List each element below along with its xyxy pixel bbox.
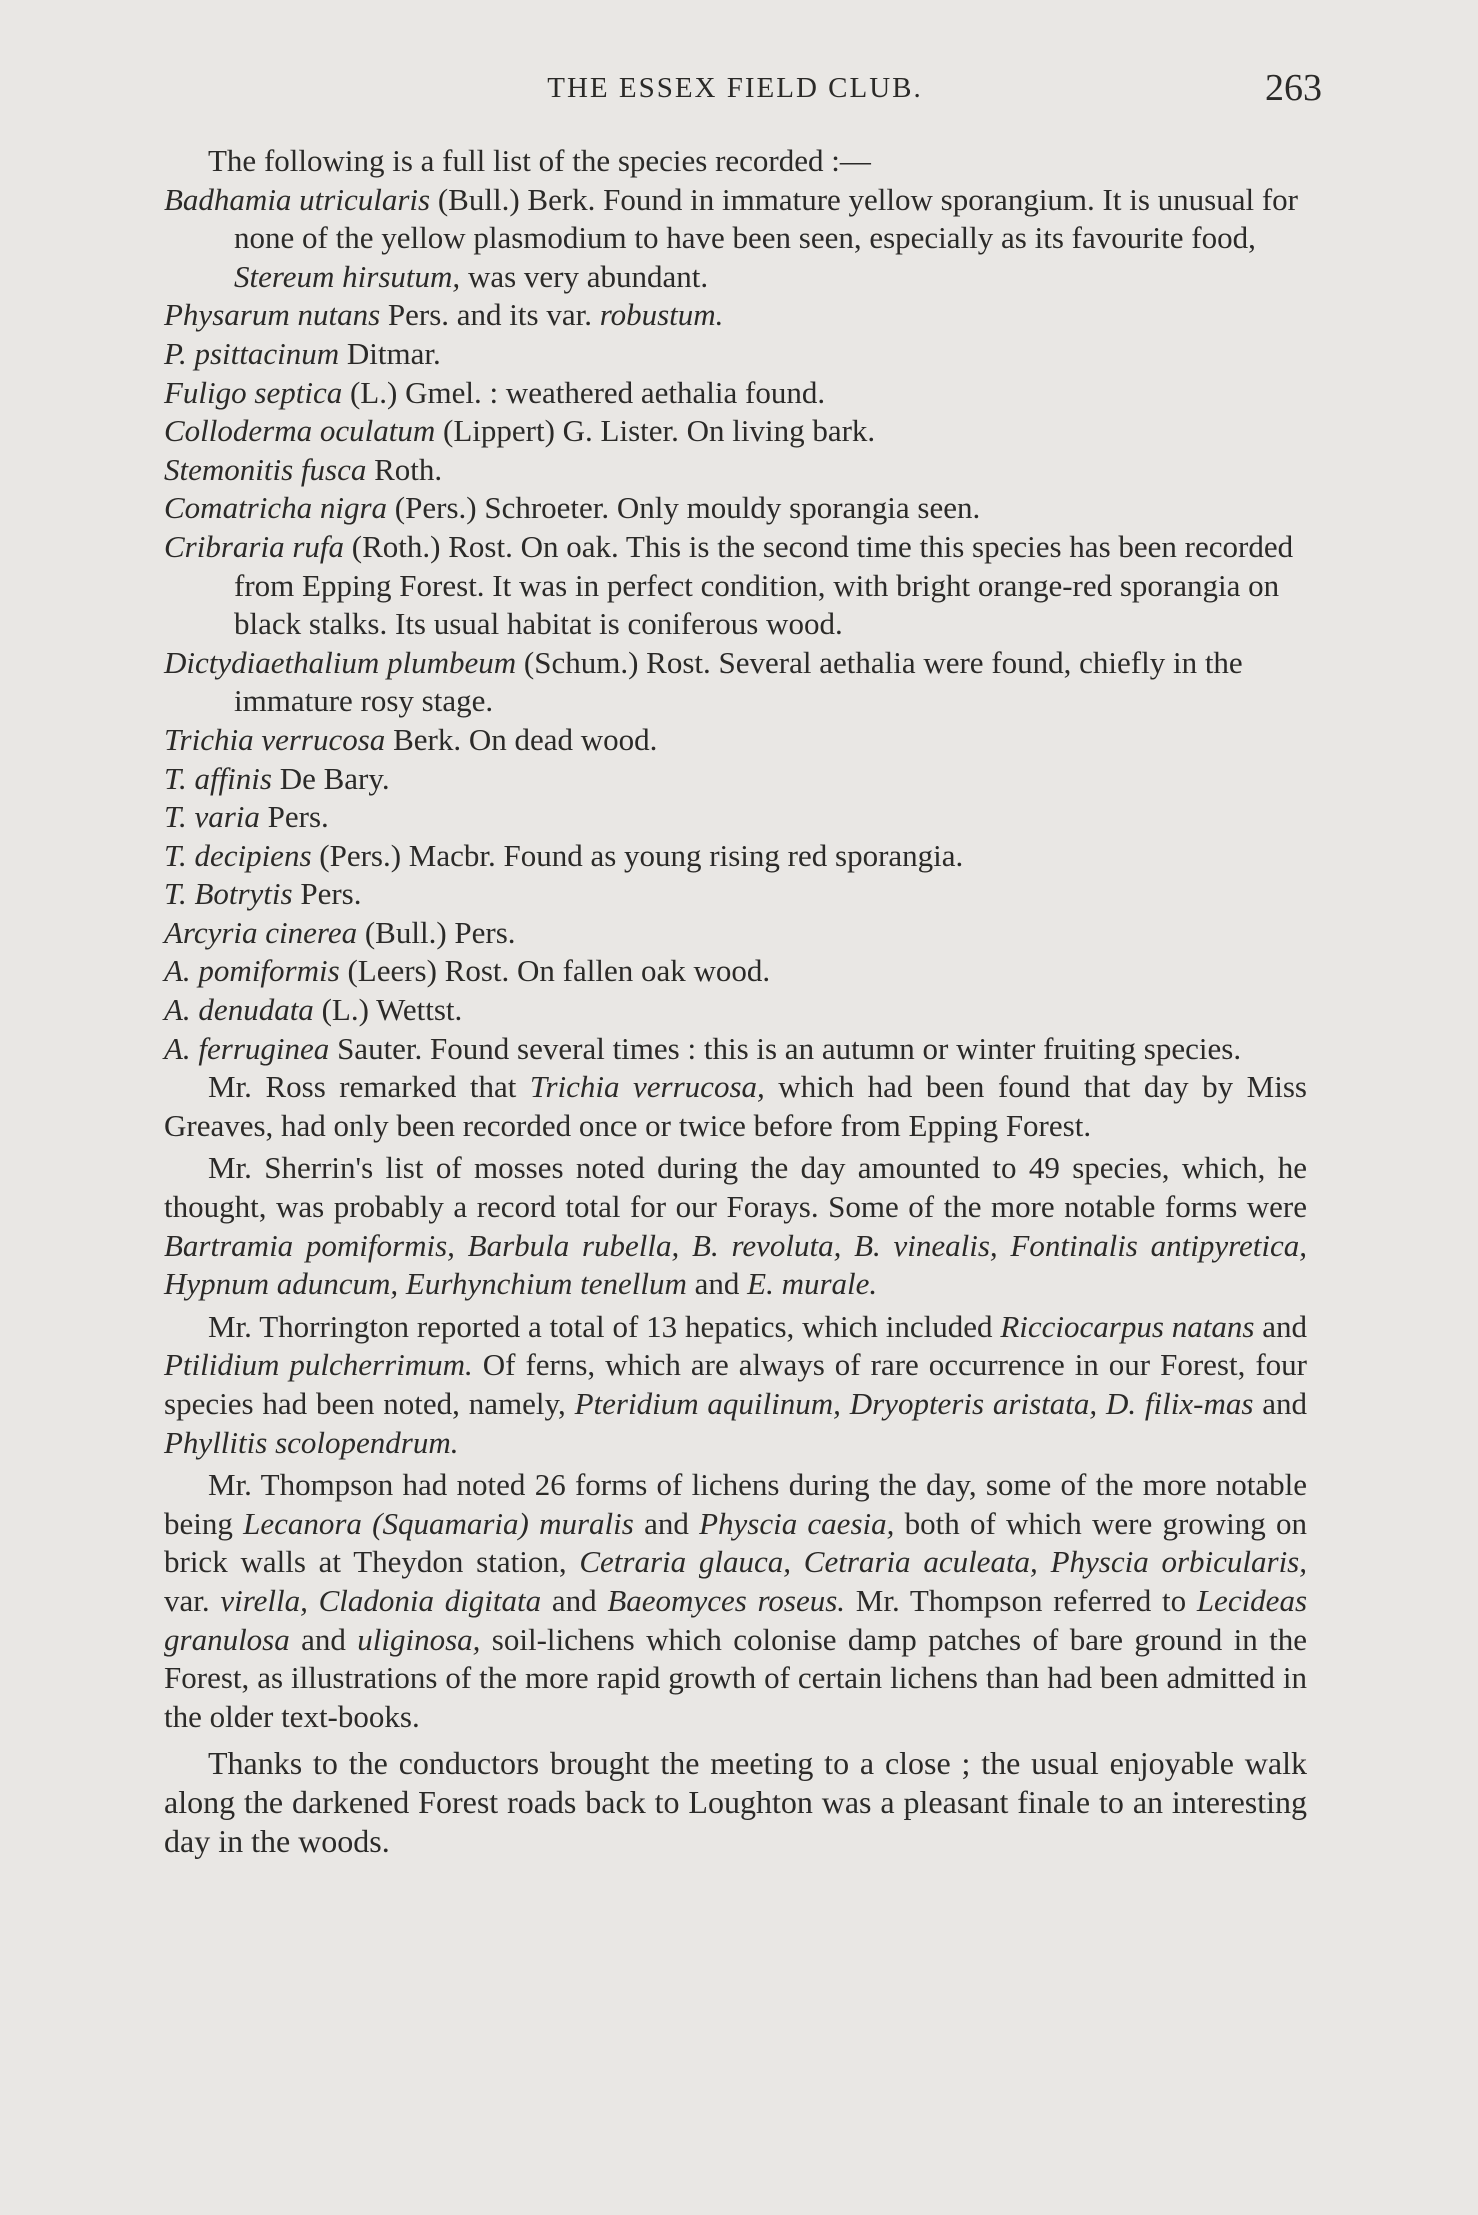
text-run: which had been found that day by Miss Greaves, had only been recorded once or twice before from Epping Forest. <box>164 1069 1307 1143</box>
species-entry <box>164 952 1307 991</box>
paragraph-thorrington <box>164 1308 1307 1462</box>
species-name: T. varia <box>164 799 260 835</box>
paragraph-sherrin <box>164 1149 1307 1303</box>
species-name: uliginosa, <box>357 1621 481 1657</box>
running-title: THE ESSEX FIELD CLUB. <box>547 72 923 104</box>
page-body <box>164 142 1307 1860</box>
species-name: A. ferruginea <box>164 1030 330 1066</box>
species-note: (Pers.) Macbr. Found as young rising red sporangia. <box>311 837 964 873</box>
species-note-secondary: was very abundant. <box>460 258 709 294</box>
species-note: Pers. <box>292 876 362 912</box>
species-name: Colloderma oculatum <box>164 413 436 449</box>
text-run: Of ferns, which are always of rare occurrence in our Forest, four species had been noted, namely, <box>164 1347 1307 1421</box>
species-name: Baeomyces roseus. <box>607 1582 846 1618</box>
species-names: Cetraria glauca, Cetraria aculeata, Physcia orbicularis, <box>579 1544 1307 1580</box>
text-run: Mr. Sherrin's list of mosses noted during the day amounted to 49 species, which, he thought, was probably a record total for our Forays. Some of the more notable forms were <box>164 1150 1307 1225</box>
species-name: Physarum nutans <box>164 297 381 333</box>
species-entry <box>164 837 1307 876</box>
text-run: and <box>541 1582 608 1618</box>
species-name: Lecanora (Squamaria) muralis <box>243 1505 634 1541</box>
species-name: A. pomiformis <box>164 953 340 989</box>
species-note: Pers. <box>259 799 329 835</box>
species-entry <box>164 760 1307 799</box>
species-entry <box>164 451 1307 490</box>
species-note: (Bull.) Berk. Found in immature yellow sporangium. It is unusual for none of the yellow plasmodium to have been seen, especially as its favourite food, <box>234 181 1298 256</box>
page-header <box>160 62 1322 122</box>
species-note: Sauter. Found several times : this is an autumn or winter fruiting species. <box>329 1030 1242 1066</box>
species-name: Stemonitis fusca <box>164 451 367 487</box>
text-run: Mr. Ross remarked that <box>208 1069 530 1105</box>
species-entry <box>164 644 1307 721</box>
text-run: and <box>686 1266 748 1302</box>
species-note: Berk. On dead wood. <box>385 721 658 757</box>
species-entry <box>164 914 1307 953</box>
species-names: Bartramia pomiformis, Barbula rubella, B. revoluta, B. vinealis, Fontinalis antipyretica, Hypnum aduncum, Eurhynchium tenellum <box>164 1227 1307 1302</box>
species-name: T. decipiens <box>164 837 312 873</box>
paragraph-thompson <box>164 1466 1307 1736</box>
species-note: (L.) Wettst. <box>313 992 463 1028</box>
species-name: E. murale. <box>747 1266 878 1302</box>
species-entry <box>164 991 1307 1030</box>
page-number: 263 <box>1265 67 1322 109</box>
species-list <box>164 181 1307 1069</box>
text-run: Mr. Thorrington reported a total of 13 hepatics, which included <box>208 1308 1001 1344</box>
species-name: A. denudata <box>164 992 314 1028</box>
species-name-secondary: robustum. <box>599 297 724 333</box>
species-name: Ricciocarpus natans <box>1000 1308 1255 1344</box>
species-entry <box>164 528 1307 644</box>
species-note: Pers. and its var. <box>380 297 600 333</box>
text-run: Mr. Thompson had noted 26 forms of lichens during the day, some of the more notable being <box>164 1467 1307 1541</box>
text-run: and <box>633 1505 700 1541</box>
species-entry <box>164 181 1307 297</box>
species-entry <box>164 374 1307 413</box>
species-name: Cribraria rufa <box>164 528 345 564</box>
text-run: var. <box>164 1582 221 1618</box>
species-entry <box>164 1030 1307 1069</box>
species-name: Physcia caesia, <box>699 1505 895 1541</box>
species-entry <box>164 721 1307 760</box>
species-name: Badhamia utricularis <box>164 181 431 217</box>
species-entry <box>164 335 1307 374</box>
species-note: (Pers.) Schroeter. Only mouldy sporangia seen. <box>387 490 981 526</box>
species-name: Fuligo septica <box>164 374 343 410</box>
species-entry <box>164 798 1307 837</box>
species-note: (Schum.) Rost. Several aethalia were found, chiefly in the immature rosy stage. <box>234 644 1243 719</box>
species-note: (L.) Gmel. : weathered aethalia found. <box>342 374 826 410</box>
species-name: Arcyria cinerea <box>164 914 358 950</box>
text-run: and <box>1253 1386 1308 1421</box>
species-note: (Lippert) G. Lister. On living bark. <box>435 413 876 449</box>
species-entry <box>164 875 1307 914</box>
intro-line: The following is a full list of the species recorded :— <box>208 143 871 178</box>
text-run: both of which were growing on brick walls at Theydon station, <box>164 1505 1307 1580</box>
species-name: Lecideas granulosa <box>164 1582 1308 1657</box>
species-name: T. affinis <box>164 760 272 796</box>
paragraph-thanks: Thanks to the conductors brought the meeting to a close ; the usual enjoyable walk along the darkened Forest roads back to Loughton was a pleasant finale to an interesting day in the woods. <box>164 1745 1307 1859</box>
paragraph-ross <box>164 1068 1307 1145</box>
species-name: Trichia verrucosa, <box>529 1069 765 1105</box>
species-note: (Roth.) Rost. On oak. This is the second time this species has been recorded from Epping Forest. It was in perfect condition, with bright orange-red sporangia on black stalks. Its usual habitat is coniferous wood. <box>234 528 1294 642</box>
species-name: Ptilidium pulcherrimum. <box>164 1347 473 1383</box>
species-note: (Bull.) Pers. <box>357 914 516 950</box>
text-run: and <box>289 1621 358 1657</box>
species-entry <box>164 296 1307 335</box>
species-name: Comatricha nigra <box>164 490 388 526</box>
species-note: Roth. <box>366 451 443 487</box>
species-names: virella, Cladonia digitata <box>220 1582 542 1618</box>
species-name: P. psittacinum <box>164 335 340 371</box>
species-name: Phyllitis scolopendrum. <box>164 1424 459 1460</box>
species-name: Trichia verrucosa <box>164 721 386 757</box>
species-names: Pteridium aquilinum, Dryopteris aristata, D. filix-mas <box>574 1386 1254 1421</box>
species-name: Dictydiaethalium plumbeum <box>164 644 517 680</box>
species-note: Ditmar. <box>339 335 441 371</box>
species-name: T. Botrytis <box>164 876 293 912</box>
species-entry <box>164 489 1307 528</box>
text-run: Mr. Thompson referred to <box>845 1582 1197 1618</box>
text-run: and <box>1254 1308 1308 1344</box>
text-run: soil-lichens which colonise damp patches of bare ground in the Forest, as illustrations of the more rapid growth of certain lichens than had been admitted in the older text-books. <box>164 1621 1307 1734</box>
species-entry <box>164 412 1307 451</box>
species-note: De Bary. <box>271 760 390 796</box>
species-note: (Leers) Rost. On fallen oak wood. <box>339 953 771 989</box>
species-name-secondary: Stereum hirsutum, <box>234 258 461 294</box>
